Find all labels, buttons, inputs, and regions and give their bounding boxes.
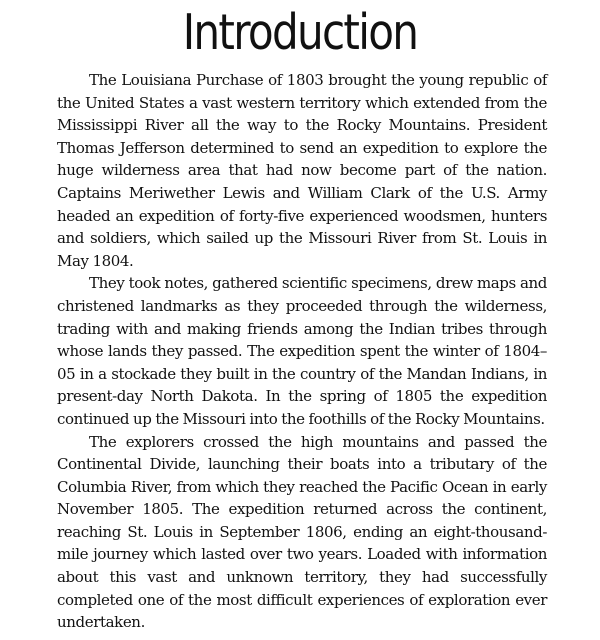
paragraph-1: The Louisiana Purchase of 1803 brought the young republic of the United States a vast western territory which extended from the Mississippi River all the way to the Rocky Mountains. President Thomas Jefferson determined to send an expedition to explore the huge wilderness area that had now become part of the nation. Captains Meriwether Lewis and William Clark of the U.S. Army headed an expedition of forty-five experienced woodsmen, hunters and soldiers, which sailed up the Missouri River from St. Louis in May 1804.: [57, 71, 547, 270]
paragraph-3: The explorers crossed the high mountains and passed the Continental Divide, launching their boats into a tributary of the Columbia River, from which they reached the Pacific Ocean in early November 1805. The expedition returned across the continent, reaching St. Louis in September 1806, ending an eight-thousand-mile journey which lasted over two years. Loaded with information about this vast and unknown territory, they had successfully completed one of the most difficult experiences of exploration ever undertaken.: [57, 432, 547, 632]
body-text: [57, 69, 547, 634]
paragraph-2: They took notes, gathered scientific specimens, drew maps and christened landmarks as they proceeded through the wilderness, trading with and making friends among the Indian tribes through whose lands they passed. The expedition spent the winter of 1804–05 in a stockade they built in the country of the Mandan Indians, in present-day North Dakota. In the spring of 1805 the expedition continued up the Missouri into the foothills of the Rocky Mountains.: [57, 274, 547, 428]
page-title: Introduction: [182, 4, 418, 61]
